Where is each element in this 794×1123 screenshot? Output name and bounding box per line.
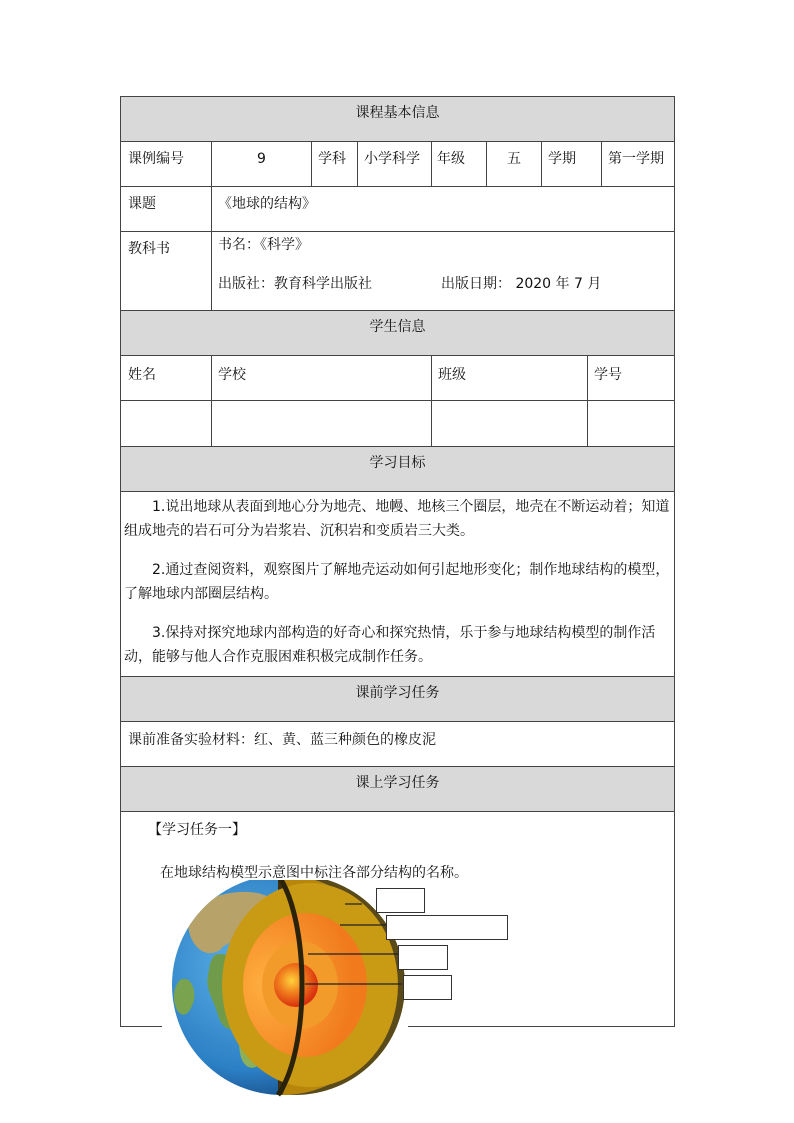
label-grade: 年级 [437, 151, 465, 167]
label-topic: 课题 [128, 196, 156, 212]
table-border [120, 400, 675, 401]
table-border [120, 1026, 162, 1027]
learning-goals [124, 495, 672, 684]
task1-title: 【学习任务一】 [148, 822, 246, 838]
table-border [120, 96, 121, 1026]
label-term: 学期 [548, 151, 576, 167]
table-border [120, 231, 675, 232]
label-student-name: 姓名 [128, 367, 156, 383]
table-border [674, 96, 675, 1026]
topic-value: 《地球的结构》 [218, 196, 316, 212]
label-school: 学校 [218, 367, 246, 383]
table-border [120, 141, 675, 142]
table-border [431, 141, 432, 186]
goal-item: 1.说出地球从表面到地心分为地壳、地幔、地核三个圈层，地壳在不断运动着；知道组成地壳的岩石可分为岩浆岩、沉积岩和变质岩三大类。 [124, 499, 670, 539]
label-box-crust[interactable] [376, 888, 425, 913]
header-course-info: 课程基本信息 [355, 105, 440, 121]
header-in-class-task: 课上学习任务 [355, 775, 440, 791]
label-box-mantle[interactable] [398, 945, 448, 970]
header-pre-class-task: 课前学习任务 [355, 685, 440, 701]
subject-value: 小学科学 [364, 151, 420, 167]
table-border [211, 355, 212, 446]
table-border [357, 141, 358, 186]
table-border [311, 141, 312, 186]
header-learning-goals: 学习目标 [369, 455, 426, 471]
table-border [431, 355, 432, 446]
textbook-publisher: 出版社：教育科学出版社 [218, 276, 372, 292]
label-student-number: 学号 [594, 367, 622, 383]
header-student-info: 学生信息 [369, 319, 426, 335]
table-border [120, 811, 675, 812]
table-border [120, 721, 675, 722]
goal-item: 2.通过查阅资料，观察图片了解地壳运动如何引起地形变化；制作地球结构的模型，了解地球内部圈层结构。 [124, 562, 670, 602]
lesson-id-value: 9 [257, 151, 266, 167]
table-border [120, 355, 675, 356]
pre-class-task-text: 课前准备实验材料：红、黄、蓝三种颜色的橡皮泥 [128, 732, 436, 748]
task1-instruction: 在地球结构模型示意图中标注各部分结构的名称。 [160, 865, 468, 881]
textbook-publish-date: 出版日期： 2020 年 7 月 [441, 276, 602, 292]
goal-item: 3.保持对探究地球内部构造的好奇心和探究热情，乐于参与地球结构模型的制作活动，能够与他人合作克服困难积极完成制作任务。 [124, 625, 656, 665]
inner-core [274, 963, 318, 1007]
grade-value: 五 [507, 151, 521, 167]
table-border [120, 186, 675, 187]
table-border [587, 355, 588, 446]
label-textbook: 教科书 [128, 241, 170, 257]
term-value: 第一学期 [608, 151, 664, 167]
label-lesson-id: 课例编号 [128, 151, 184, 167]
table-border [601, 141, 602, 186]
label-class: 班级 [438, 367, 466, 383]
label-box-core[interactable] [403, 975, 452, 1000]
label-box-mantle-outer[interactable] [386, 915, 508, 940]
table-border [541, 141, 542, 186]
textbook-name: 书名：《科学》 [218, 237, 309, 253]
earth-structure-diagram [160, 880, 520, 1100]
table-border [120, 491, 675, 492]
label-subject: 学科 [318, 151, 346, 167]
